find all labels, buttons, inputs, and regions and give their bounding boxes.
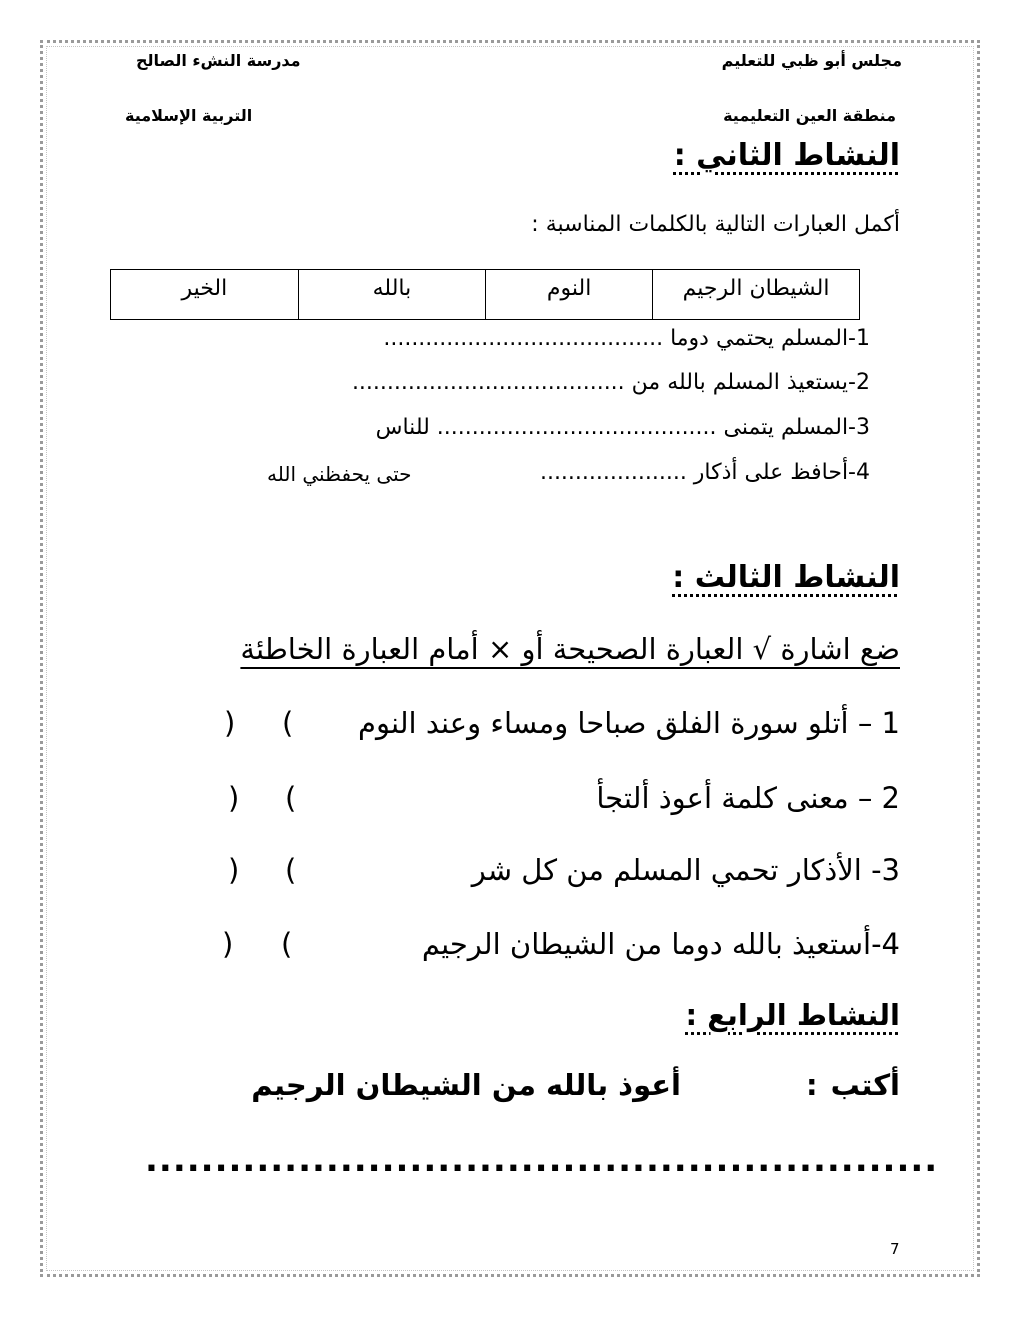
activity2-instruction: أكمل العبارات التالية بالكلمات المناسبة : xyxy=(531,212,900,237)
activity3-title: النشاط الثالث : xyxy=(672,560,900,595)
activity4-colon: : xyxy=(806,1068,818,1102)
fill-item-1: 1-المسلم يحتمي دوما ........................................ xyxy=(383,326,870,351)
tf-item-2: 2 – معنى كلمة أعوذ ألتجأ xyxy=(596,781,900,815)
activity2-title: النشاط الثاني : xyxy=(673,138,900,173)
fill-item-4-tail: حتى يحفظني الله xyxy=(267,462,412,486)
header-subject: التربية الإسلامية xyxy=(125,106,253,125)
tf-paren-open-4: ( xyxy=(281,927,293,961)
fill-item-4: 4-أحافظ على أذكار ..................... xyxy=(539,460,870,485)
fill-item-3: 3-المسلم يتمنى ........................................ للناس xyxy=(375,415,870,440)
tf-item-1: 1 – أتلو سورة الفلق صباحا ومساء وعند النوم xyxy=(358,706,900,740)
fill-item-2: 2-يستعيذ المسلم بالله من ....................................... xyxy=(351,370,870,395)
tf-paren-close-3: ) xyxy=(228,853,240,887)
tf-item-3: 3- الأذكار تحمي المسلم من كل شر xyxy=(471,853,900,887)
tf-item-4: 4-أستعيذ بالله دوما من الشيطان الرجيم xyxy=(421,927,900,961)
tf-paren-close-2: ) xyxy=(228,781,240,815)
tf-paren-open-2: ( xyxy=(285,781,297,815)
tf-paren-close-1: ) xyxy=(224,706,236,740)
tf-paren-open-3: ( xyxy=(285,853,297,887)
header-school: مدرسة النشء الصالح xyxy=(136,51,301,70)
page-number: 7 xyxy=(890,1240,900,1258)
activity3-instruction: ضع اشارة √ العبارة الصحيحة أو × أمام العبارة الخاطئة xyxy=(240,632,900,666)
word-bank-cell: الشيطان الرجيم xyxy=(653,270,860,320)
header-council: مجلس أبو ظبي للتعليم xyxy=(721,51,902,70)
word-bank-cell: النوم xyxy=(486,270,653,320)
tf-paren-open-1: ( xyxy=(282,706,294,740)
activity4-label: أكتب xyxy=(830,1068,900,1102)
tf-paren-close-4: ) xyxy=(222,927,234,961)
word-bank-cell: الخير xyxy=(111,270,299,320)
answer-line[interactable]: ......................................................... xyxy=(145,1140,939,1180)
activity4-title: النشاط الرابع : xyxy=(685,998,900,1032)
activity4-phrase: أعوذ بالله من الشيطان الرجيم xyxy=(251,1068,681,1102)
word-bank-table xyxy=(110,269,860,320)
word-bank-cell: بالله xyxy=(298,270,486,320)
header-zone: منطقة العين التعليمية xyxy=(723,106,896,125)
